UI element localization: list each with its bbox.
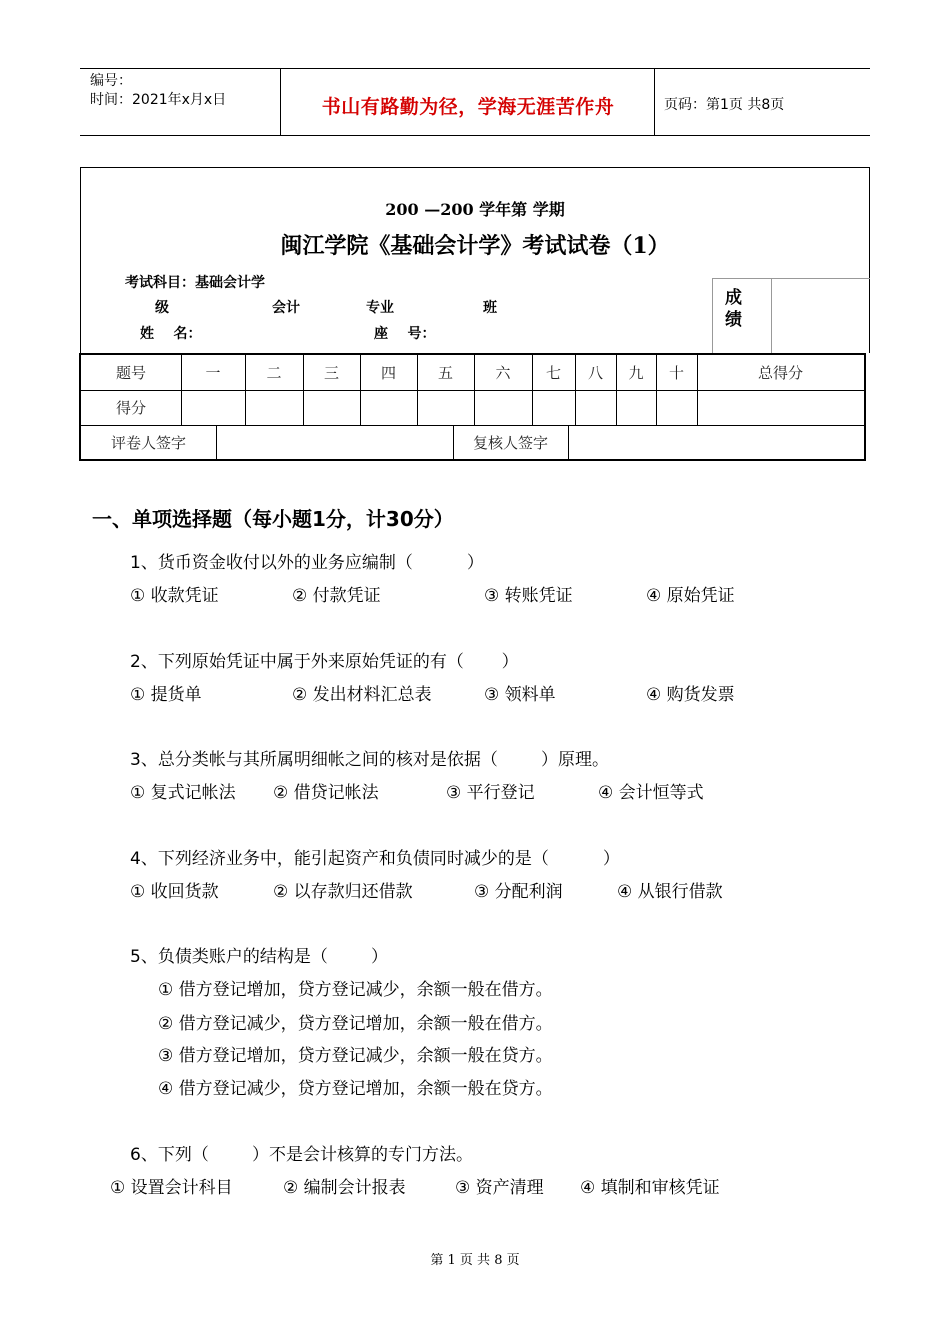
question-option: ① 提货单 [130,685,202,705]
question-option: ① 收款凭证 [130,586,219,606]
class-label: 级 [155,300,169,316]
question-stem: 6、下列（ ）不是会计核算的专门方法。 [130,1145,474,1165]
question-option: ① 复式记帐法 [130,783,236,803]
question-stem: 2、下列原始凭证中属于外来原始凭证的有（ ） [130,652,519,672]
major-label: 专业 [366,300,394,316]
question-number: 九 [628,364,644,382]
question-option: ④ 借方登记减少，贷方登记增加，余额一般在贷方。 [158,1079,553,1099]
grader-signature-label: 评卷人签字 [110,434,186,452]
question-option: ② 编制会计报表 [283,1178,406,1198]
question-option: ③ 领料单 [484,685,556,705]
score-row-header: 得分 [115,399,146,417]
question-number: 二 [266,364,282,382]
reviewer-signature-label: 复核人签字 [472,434,548,452]
question-stem: 3、总分类帐与其所属明细帐之间的核对是依据（ ）原理。 [130,750,610,770]
question-number: 一 [205,364,221,382]
question-option: ② 付款凭证 [292,586,381,606]
table-col-rule [568,425,569,461]
page-footer: 第 1 页 共 8 页 [430,1253,520,1268]
question-option: ② 以存款归还借款 [273,882,413,902]
question-option: ④ 填制和审核凭证 [580,1178,720,1198]
question-option: ① 借方登记增加，贷方登记减少，余额一般在借方。 [158,980,553,1000]
exam-subject: 考试科目：基础会计学 [125,275,265,291]
question-option: ③ 资产清理 [455,1178,544,1198]
header-left [90,72,226,110]
seat-label: 座 号： [374,326,436,342]
table-rule [81,390,864,391]
total-score-header: 总得分 [757,364,803,382]
question-option: ③ 借方登记增加，贷方登记减少，余额一般在贷方。 [158,1046,553,1066]
question-option: ③ 平行登记 [446,783,535,803]
header-bottom-rule [80,135,870,136]
question-option: ③ 转账凭证 [484,586,573,606]
score-table [79,353,866,461]
question-stem: 1、货币资金收付以外的业务应编制（ ） [130,553,484,573]
header-page-info: 页码：第1页 共8页 [664,97,785,113]
question-option: ② 发出材料汇总表 [292,685,432,705]
question-option: ④ 购货发票 [646,685,735,705]
question-option: ④ 原始凭证 [646,586,735,606]
ban-label: 班 [483,300,497,316]
table-col-rule [216,425,217,461]
score-label: 成绩 [725,288,742,330]
question-option: ① 设置会计科目 [110,1178,233,1198]
question-number: 十 [668,364,684,382]
header-divider-left [280,68,281,136]
question-option: ② 借方登记减少，贷方登记增加，余额一般在借方。 [158,1014,553,1034]
total-score-cell [712,278,870,353]
question-stem: 5、负债类账户的结构是（ ） [130,947,389,967]
section-title: 一、单项选择题（每小题1分，计30分） [92,507,454,531]
header-top-rule [80,68,870,69]
header-divider-right [654,68,655,136]
name-label: 姓 名： [140,326,202,342]
score-cell-divider [771,279,772,354]
question-number: 三 [323,364,339,382]
question-option: ① 收回货款 [130,882,219,902]
question-option: ④ 会计恒等式 [598,783,704,803]
question-option: ③ 分配利润 [474,882,563,902]
question-number: 五 [437,364,453,382]
question-number-header: 题号 [115,364,146,382]
exam-term: 200 —200 学年第 学期 [385,200,565,219]
question-number: 七 [545,364,561,382]
major-value: 会计 [272,300,300,316]
table-rule [81,425,864,426]
time-label: 时间：2021年x月x日 [90,92,227,108]
question-number: 八 [587,364,603,382]
header-motto: 书山有路勤为径，学海无涯苦作舟 [321,96,615,118]
question-number: 六 [495,364,511,382]
code-label: 编号： [90,73,132,89]
exam-title: 闽江学院《基础会计学》考试试卷（1） [280,233,670,259]
question-option: ④ 从银行借款 [617,882,723,902]
question-option: ② 借贷记帐法 [273,783,379,803]
question-number: 四 [380,364,396,382]
question-stem: 4、下列经济业务中，能引起资产和负债同时减少的是（ ） [130,849,620,869]
